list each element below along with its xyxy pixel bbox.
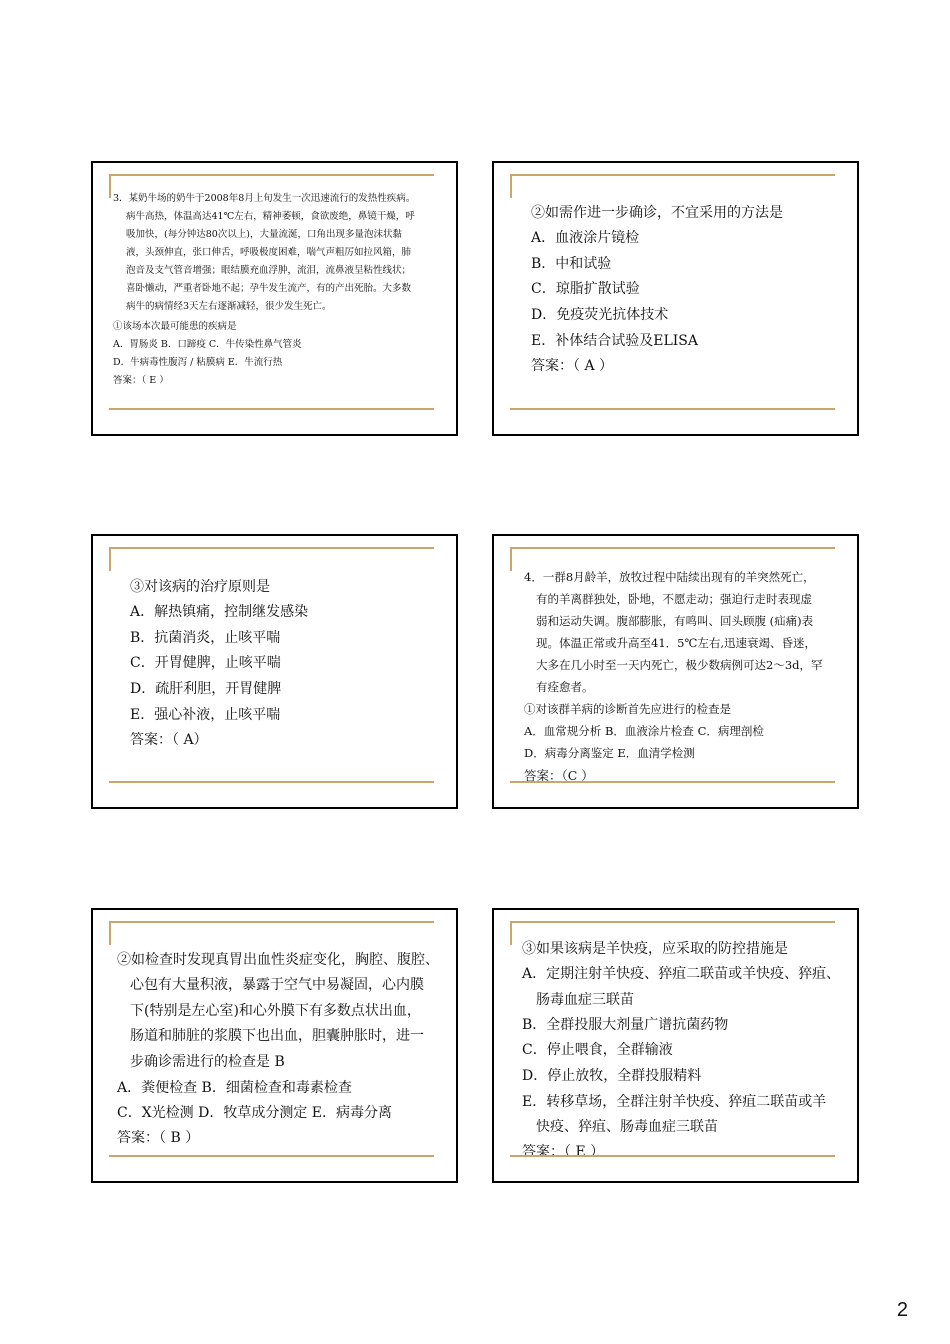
slide-2 bbox=[492, 161, 859, 436]
sub-question: ①该场本次最可能患的疾病是 bbox=[113, 321, 237, 332]
answer-option: E．补体结合试验及ELISA bbox=[531, 333, 698, 349]
answer-option: D．免疫荧光抗体技术 bbox=[531, 307, 669, 323]
question-3-text: 喜卧懒动，严重者卧地不起；孕牛发生流产，有的产出死胎。大多数 bbox=[126, 283, 412, 294]
answer-option: C．开胃健脾，止咳平喘 bbox=[130, 655, 281, 671]
answer-options: A．粪便检查 B．细菌检查和毒素检查 bbox=[117, 1080, 352, 1096]
sub-question: 肠道和肺脏的浆膜下也出血，胆囊肿胀时，进一 bbox=[130, 1028, 424, 1044]
slide-5 bbox=[91, 908, 458, 1183]
sub-question: ③如果该病是羊快疫，应采取的防控措施是 bbox=[522, 941, 788, 957]
slide-bottom-rule bbox=[510, 408, 835, 410]
slide-bottom-rule bbox=[510, 1155, 835, 1157]
answer-options: A．胃肠炎 B．口蹄疫 C．牛传染性鼻气管炎 bbox=[113, 339, 302, 350]
page-number: 2 bbox=[896, 1299, 908, 1321]
slide-frame-decoration bbox=[109, 921, 434, 945]
slide-bottom-rule bbox=[510, 781, 835, 783]
question-4-text: 有的羊离群独处，卧地，不愿走动；强迫行走时表现虚 bbox=[536, 592, 812, 606]
slide-3 bbox=[91, 534, 458, 809]
slide-frame-decoration bbox=[109, 547, 434, 571]
answer-option: A．解热镇痛，控制继发感染 bbox=[130, 604, 309, 620]
answer-option: 肠毒血症三联苗 bbox=[536, 992, 634, 1008]
answer-line: 答案：（ A ） bbox=[531, 358, 614, 374]
answer-option: B．全群投服大剂量广谱抗菌药物 bbox=[522, 1017, 729, 1033]
question-3-text: 3．某奶牛场的奶牛于2008年8月上旬发生一次迅速流行的发热性疾病。 bbox=[113, 193, 416, 204]
answer-options: D．病毒分离鉴定 E．血清学检测 bbox=[524, 746, 695, 760]
question-3-text: 吸加快，(每分钟达80次以上)，大量流涎，口角出现多量泡沫状黏 bbox=[126, 229, 403, 240]
question-4-text: 4．一群8月龄羊，放牧过程中陆续出现有的羊突然死亡， bbox=[524, 570, 815, 584]
question-4-text: 弱和运动失调。腹部膨胀，有鸣叫、回头顾腹 (疝痛)表 bbox=[536, 614, 814, 628]
answer-option: A．定期注射羊快疫、猝疽二联苗或羊快疫、猝疽、 bbox=[522, 966, 841, 982]
sub-question: ③对该病的治疗原则是 bbox=[130, 579, 270, 595]
answer-option: E．强心补液，止咳平喘 bbox=[130, 707, 281, 723]
answer-line: 答案：（ E ） bbox=[113, 375, 169, 386]
answer-line: 答案：（C ） bbox=[524, 768, 594, 783]
slide-bottom-rule bbox=[109, 408, 434, 410]
answer-option: A．血液涂片镜检 bbox=[531, 230, 640, 246]
question-4-text: 有痊愈者。 bbox=[536, 680, 594, 694]
answer-option: 快疫、猝疽、肠毒血症三联苗 bbox=[536, 1119, 718, 1135]
answer-options: A．血常规分析 B．血液涂片检查 C．病理剖检 bbox=[524, 724, 764, 738]
slide-1 bbox=[91, 161, 458, 436]
slide-6 bbox=[492, 908, 859, 1183]
answer-option: D．停止放牧，全群投服精料 bbox=[522, 1068, 702, 1084]
sub-question: ①对该群羊病的诊断首先应进行的检查是 bbox=[524, 702, 731, 716]
slide-frame-decoration bbox=[510, 174, 835, 198]
answer-options: C．X光检测 D．牧草成分测定 E．病毒分离 bbox=[117, 1105, 393, 1121]
answer-option: C．停止喂食，全群输液 bbox=[522, 1042, 673, 1058]
slide-bottom-rule bbox=[109, 781, 434, 783]
question-4-text: 现。体温正常或升高至41．5℃左右,迅速衰竭、昏迷， bbox=[536, 636, 816, 650]
question-3-text: 病牛高热，体温高达41℃左右，精神萎顿，食欲废绝，鼻镜干燥，呼 bbox=[126, 211, 415, 222]
question-4-text: 大多在几小时至一天内死亡，极少数病例可达2～3d，罕 bbox=[536, 658, 823, 672]
slide-4 bbox=[492, 534, 859, 809]
question-3-text: 病牛的病情经3天左右逐渐减轻，很少发生死亡。 bbox=[126, 301, 332, 312]
sub-question: 下(特别是左心室)和心外膜下有多数点状出血， bbox=[130, 1003, 421, 1019]
sub-question: 心包有大量积液，暴露于空气中易凝固，心内膜 bbox=[130, 977, 424, 993]
sub-question: ②如检查时发现真胃出血性炎症变化，胸腔、腹腔、 bbox=[117, 952, 439, 968]
question-3-text: 液，头颈伸直，张口伸舌，呼吸极度困难，喘气声粗厉如拉风箱，肺 bbox=[126, 247, 412, 258]
answer-option: D．疏肝利胆，开胃健脾 bbox=[130, 681, 282, 697]
sub-question: ②如需作进一步确诊，不宜采用的方法是 bbox=[531, 205, 783, 221]
answer-option: E．转移草场，全群注射羊快疫、猝疽二联苗或羊 bbox=[522, 1094, 827, 1110]
answer-option: C．琼脂扩散试验 bbox=[531, 281, 640, 297]
question-3-text: 泡音及支气管音增强；眼结膜充血浮肿，流泪，流鼻液呈粘性线状； bbox=[126, 265, 412, 276]
answer-line: 答案：（ B ） bbox=[117, 1130, 200, 1146]
slide-bottom-rule bbox=[109, 1155, 434, 1157]
answer-option: B．抗菌消炎，止咳平喘 bbox=[130, 630, 281, 646]
answer-option: B．中和试验 bbox=[531, 256, 612, 272]
answer-options: D．牛病毒性腹泻 / 粘膜病 E．牛流行热 bbox=[113, 357, 283, 368]
sub-question: 步确诊需进行的检查是 B bbox=[130, 1054, 285, 1070]
answer-line: 答案：（ E ） bbox=[522, 1144, 605, 1160]
answer-line: 答案：（ A） bbox=[130, 732, 208, 748]
